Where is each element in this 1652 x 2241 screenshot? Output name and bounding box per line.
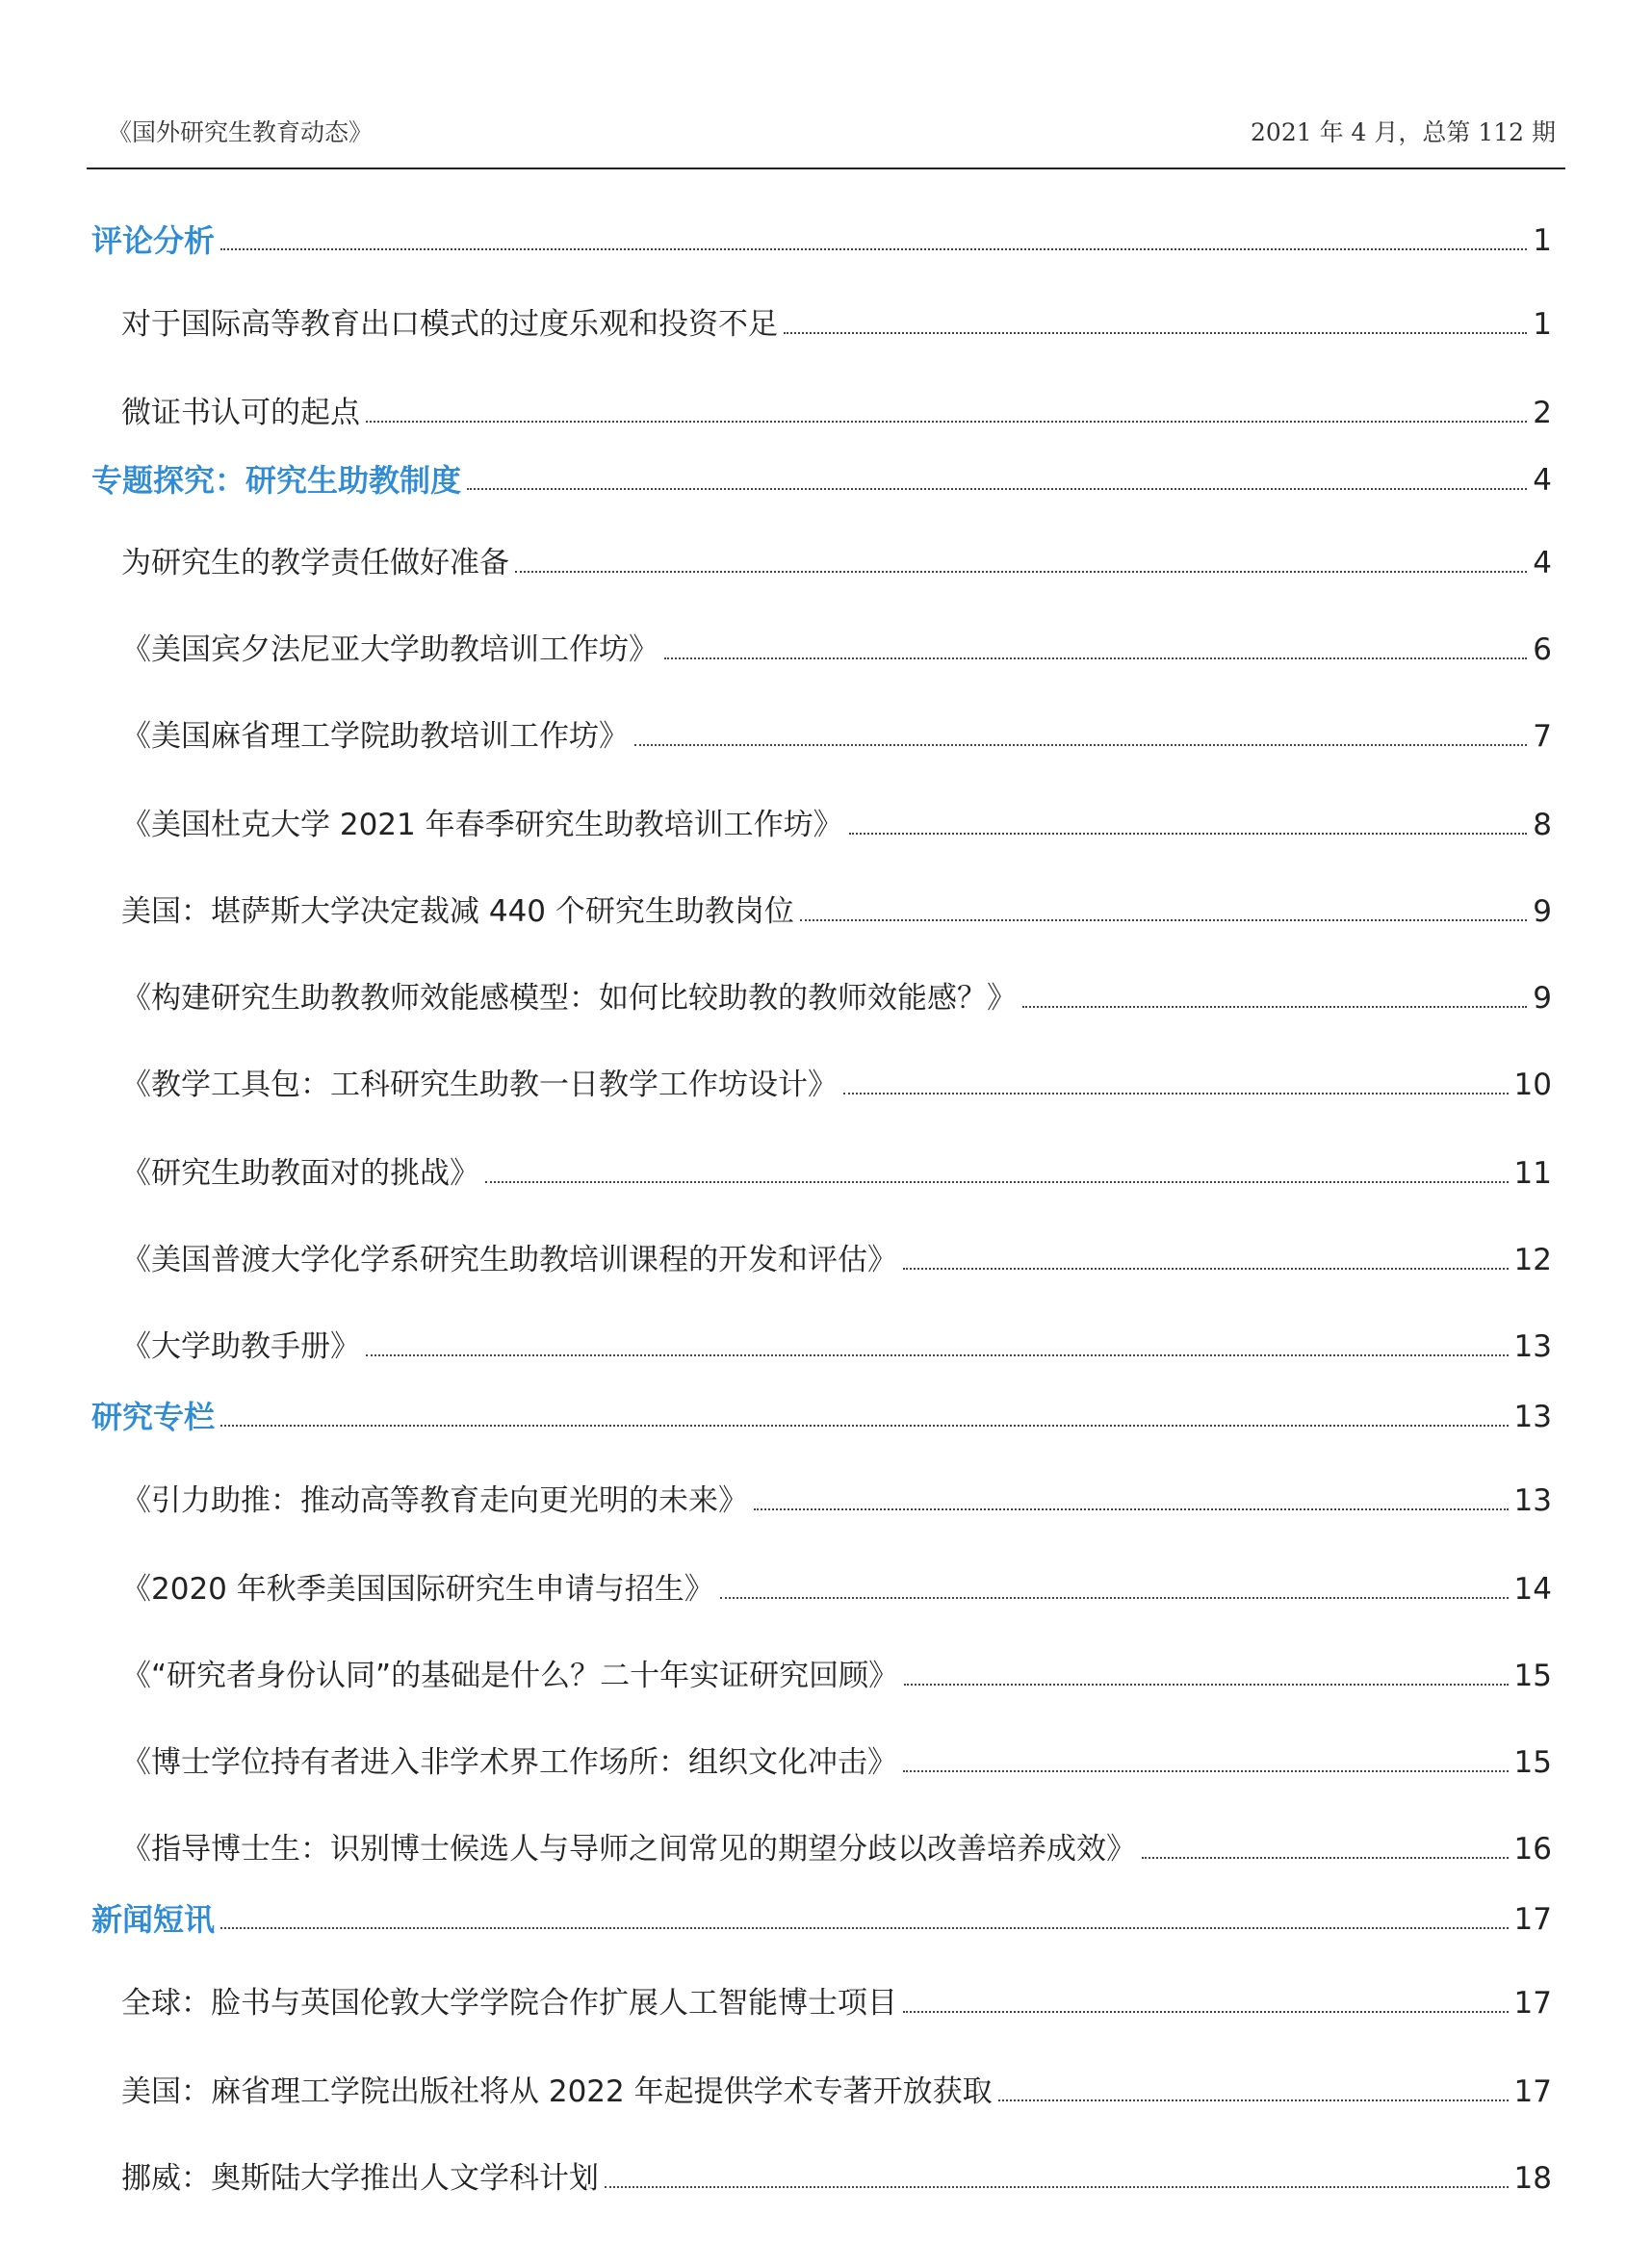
toc-page-number: 4 (1533, 463, 1552, 498)
toc-entry-title: 《美国杜克大学 2021 年春季研究生助教培训工作坊》 (121, 808, 843, 842)
toc-item-entry[interactable] (0, 1324, 1652, 1366)
toc-entry-title: 《博士学位持有者进入非学术界工作场所：组织文化冲击》 (121, 1745, 897, 1780)
toc-item-entry[interactable] (0, 540, 1652, 582)
dot-leader (1142, 1857, 1509, 1859)
dot-leader (800, 919, 1527, 921)
toc-page-number: 9 (1533, 894, 1552, 929)
toc-entry-title: 美国：麻省理工学院出版社将从 2022 年起提供学术专著开放获取 (121, 2074, 993, 2109)
toc-item-entry[interactable] (0, 390, 1652, 432)
toc-entry-title: 新闻短讯 (91, 1901, 216, 1938)
toc-page-number: 18 (1513, 2161, 1552, 2196)
toc-entry-title: 评论分析 (91, 222, 216, 259)
toc-section-entry[interactable] (0, 1394, 1652, 1436)
toc-item-entry[interactable] (0, 2155, 1652, 2198)
dot-leader (634, 744, 1527, 746)
issue-info: 2021 年 4 月，总第 112 期 (1251, 118, 1556, 146)
toc-item-entry[interactable] (0, 1062, 1652, 1104)
toc-item-entry[interactable] (0, 1980, 1652, 2022)
toc-page-number: 7 (1533, 719, 1552, 754)
toc-entry-title: 挪威：奥斯陆大学推出人文学科计划 (121, 2161, 599, 2196)
toc-entry-title: 《美国宾夕法尼亚大学助教培训工作坊》 (121, 632, 658, 667)
toc-page-number: 13 (1513, 1329, 1552, 1364)
dot-leader (1022, 1006, 1527, 1008)
toc-item-entry[interactable] (0, 627, 1652, 669)
toc-page-number: 1 (1533, 307, 1552, 342)
toc-page-number: 11 (1513, 1156, 1552, 1191)
toc-item-entry[interactable] (0, 1237, 1652, 1279)
toc-entry-title: 《研究生助教面对的挑战》 (121, 1156, 479, 1191)
toc-page-number: 17 (1513, 2074, 1552, 2109)
toc-page-number: 2 (1533, 396, 1552, 430)
toc-page-number: 16 (1513, 1832, 1552, 1867)
toc-item-entry[interactable] (0, 975, 1652, 1017)
dot-leader (720, 1597, 1509, 1599)
toc-section-entry[interactable] (0, 218, 1652, 260)
toc-entry-title: 微证书认可的起点 (121, 396, 360, 430)
dot-leader (903, 1770, 1509, 1772)
dot-leader (366, 421, 1527, 423)
toc-page-number: 1 (1533, 223, 1552, 258)
toc-page-number: 15 (1513, 1659, 1552, 1693)
toc-item-entry[interactable] (0, 301, 1652, 344)
toc-item-entry[interactable] (0, 1653, 1652, 1695)
toc-page-number: 12 (1513, 1243, 1552, 1277)
toc-section-entry[interactable] (0, 1896, 1652, 1939)
header-divider (87, 167, 1565, 169)
dot-leader (664, 657, 1527, 659)
toc-item-entry[interactable] (0, 1739, 1652, 1782)
toc-item-entry[interactable] (0, 889, 1652, 931)
toc-entry-title: 为研究生的教学责任做好准备 (121, 546, 509, 580)
dot-leader (998, 2099, 1509, 2101)
dot-leader (220, 1927, 1509, 1929)
dot-leader (849, 833, 1528, 835)
dot-leader (784, 332, 1527, 334)
dot-leader (220, 1425, 1509, 1427)
toc-item-entry[interactable] (0, 713, 1652, 756)
toc-entry-title: 对于国际高等教育出口模式的过度乐观和投资不足 (121, 307, 778, 342)
toc-page-number: 17 (1513, 1902, 1552, 1937)
journal-title: 《国外研究生教育动态》 (108, 118, 374, 146)
toc-page-number: 14 (1513, 1572, 1552, 1607)
toc-entry-title: 全球：脸书与英国伦敦大学学院合作扩展人工智能博士项目 (121, 1986, 897, 2021)
dot-leader (904, 1684, 1508, 1686)
toc-page-number: 15 (1513, 1745, 1552, 1780)
toc-page-number: 9 (1533, 981, 1552, 1016)
toc-page-number: 4 (1533, 546, 1552, 580)
toc-entry-title: 《“研究者身份认同”的基础是什么？二十年实证研究回顾》 (121, 1659, 899, 1693)
toc-item-entry[interactable] (0, 2069, 1652, 2111)
dot-leader (754, 1508, 1509, 1510)
toc-entry-title: 《大学助教手册》 (121, 1329, 360, 1364)
toc-entry-title: 《构建研究生助教教师效能感模型：如何比较助教的教师效能感？》 (121, 981, 1017, 1016)
dot-leader (903, 1268, 1509, 1270)
dot-leader (843, 1093, 1509, 1095)
toc-item-entry[interactable] (0, 1826, 1652, 1868)
toc-item-entry[interactable] (0, 1150, 1652, 1193)
dot-leader (366, 1354, 1509, 1356)
toc-page-number: 17 (1513, 1986, 1552, 2021)
toc-page-number: 10 (1513, 1068, 1552, 1102)
toc-section-entry[interactable] (0, 457, 1652, 500)
dot-leader (467, 488, 1527, 490)
dot-leader (220, 248, 1527, 250)
toc-entry-title: 研究专栏 (91, 1399, 216, 1435)
toc-entry-title: 美国：堪萨斯大学决定裁减 440 个研究生助教岗位 (121, 894, 794, 929)
toc-entry-title: 《教学工具包：工科研究生助教一日教学工作坊设计》 (121, 1068, 838, 1102)
dot-leader (903, 2011, 1509, 2013)
toc-item-entry[interactable] (0, 1478, 1652, 1520)
dot-leader (605, 2186, 1509, 2188)
toc-page-number: 13 (1513, 1400, 1552, 1434)
page-header (87, 114, 1565, 152)
toc-page-number: 8 (1533, 808, 1552, 842)
toc-entry-title: 《美国麻省理工学院助教培训工作坊》 (121, 719, 629, 754)
toc-entry-title: 《引力助推：推动高等教育走向更光明的未来》 (121, 1483, 748, 1518)
toc-entry-title: 《指导博士生：识别博士候选人与导师之间常见的期望分歧以改善培养成效》 (121, 1832, 1136, 1867)
toc-item-entry[interactable] (0, 802, 1652, 844)
toc-entry-title: 专题探究：研究生助教制度 (91, 462, 462, 499)
dot-leader (485, 1181, 1509, 1183)
toc-page-number: 13 (1513, 1483, 1552, 1518)
toc-entry-title: 《2020 年秋季美国国际研究生申请与招生》 (121, 1572, 714, 1607)
toc-page-number: 6 (1533, 632, 1552, 667)
dot-leader (515, 571, 1527, 573)
toc-item-entry[interactable] (0, 1566, 1652, 1609)
toc-entry-title: 《美国普渡大学化学系研究生助教培训课程的开发和评估》 (121, 1243, 897, 1277)
